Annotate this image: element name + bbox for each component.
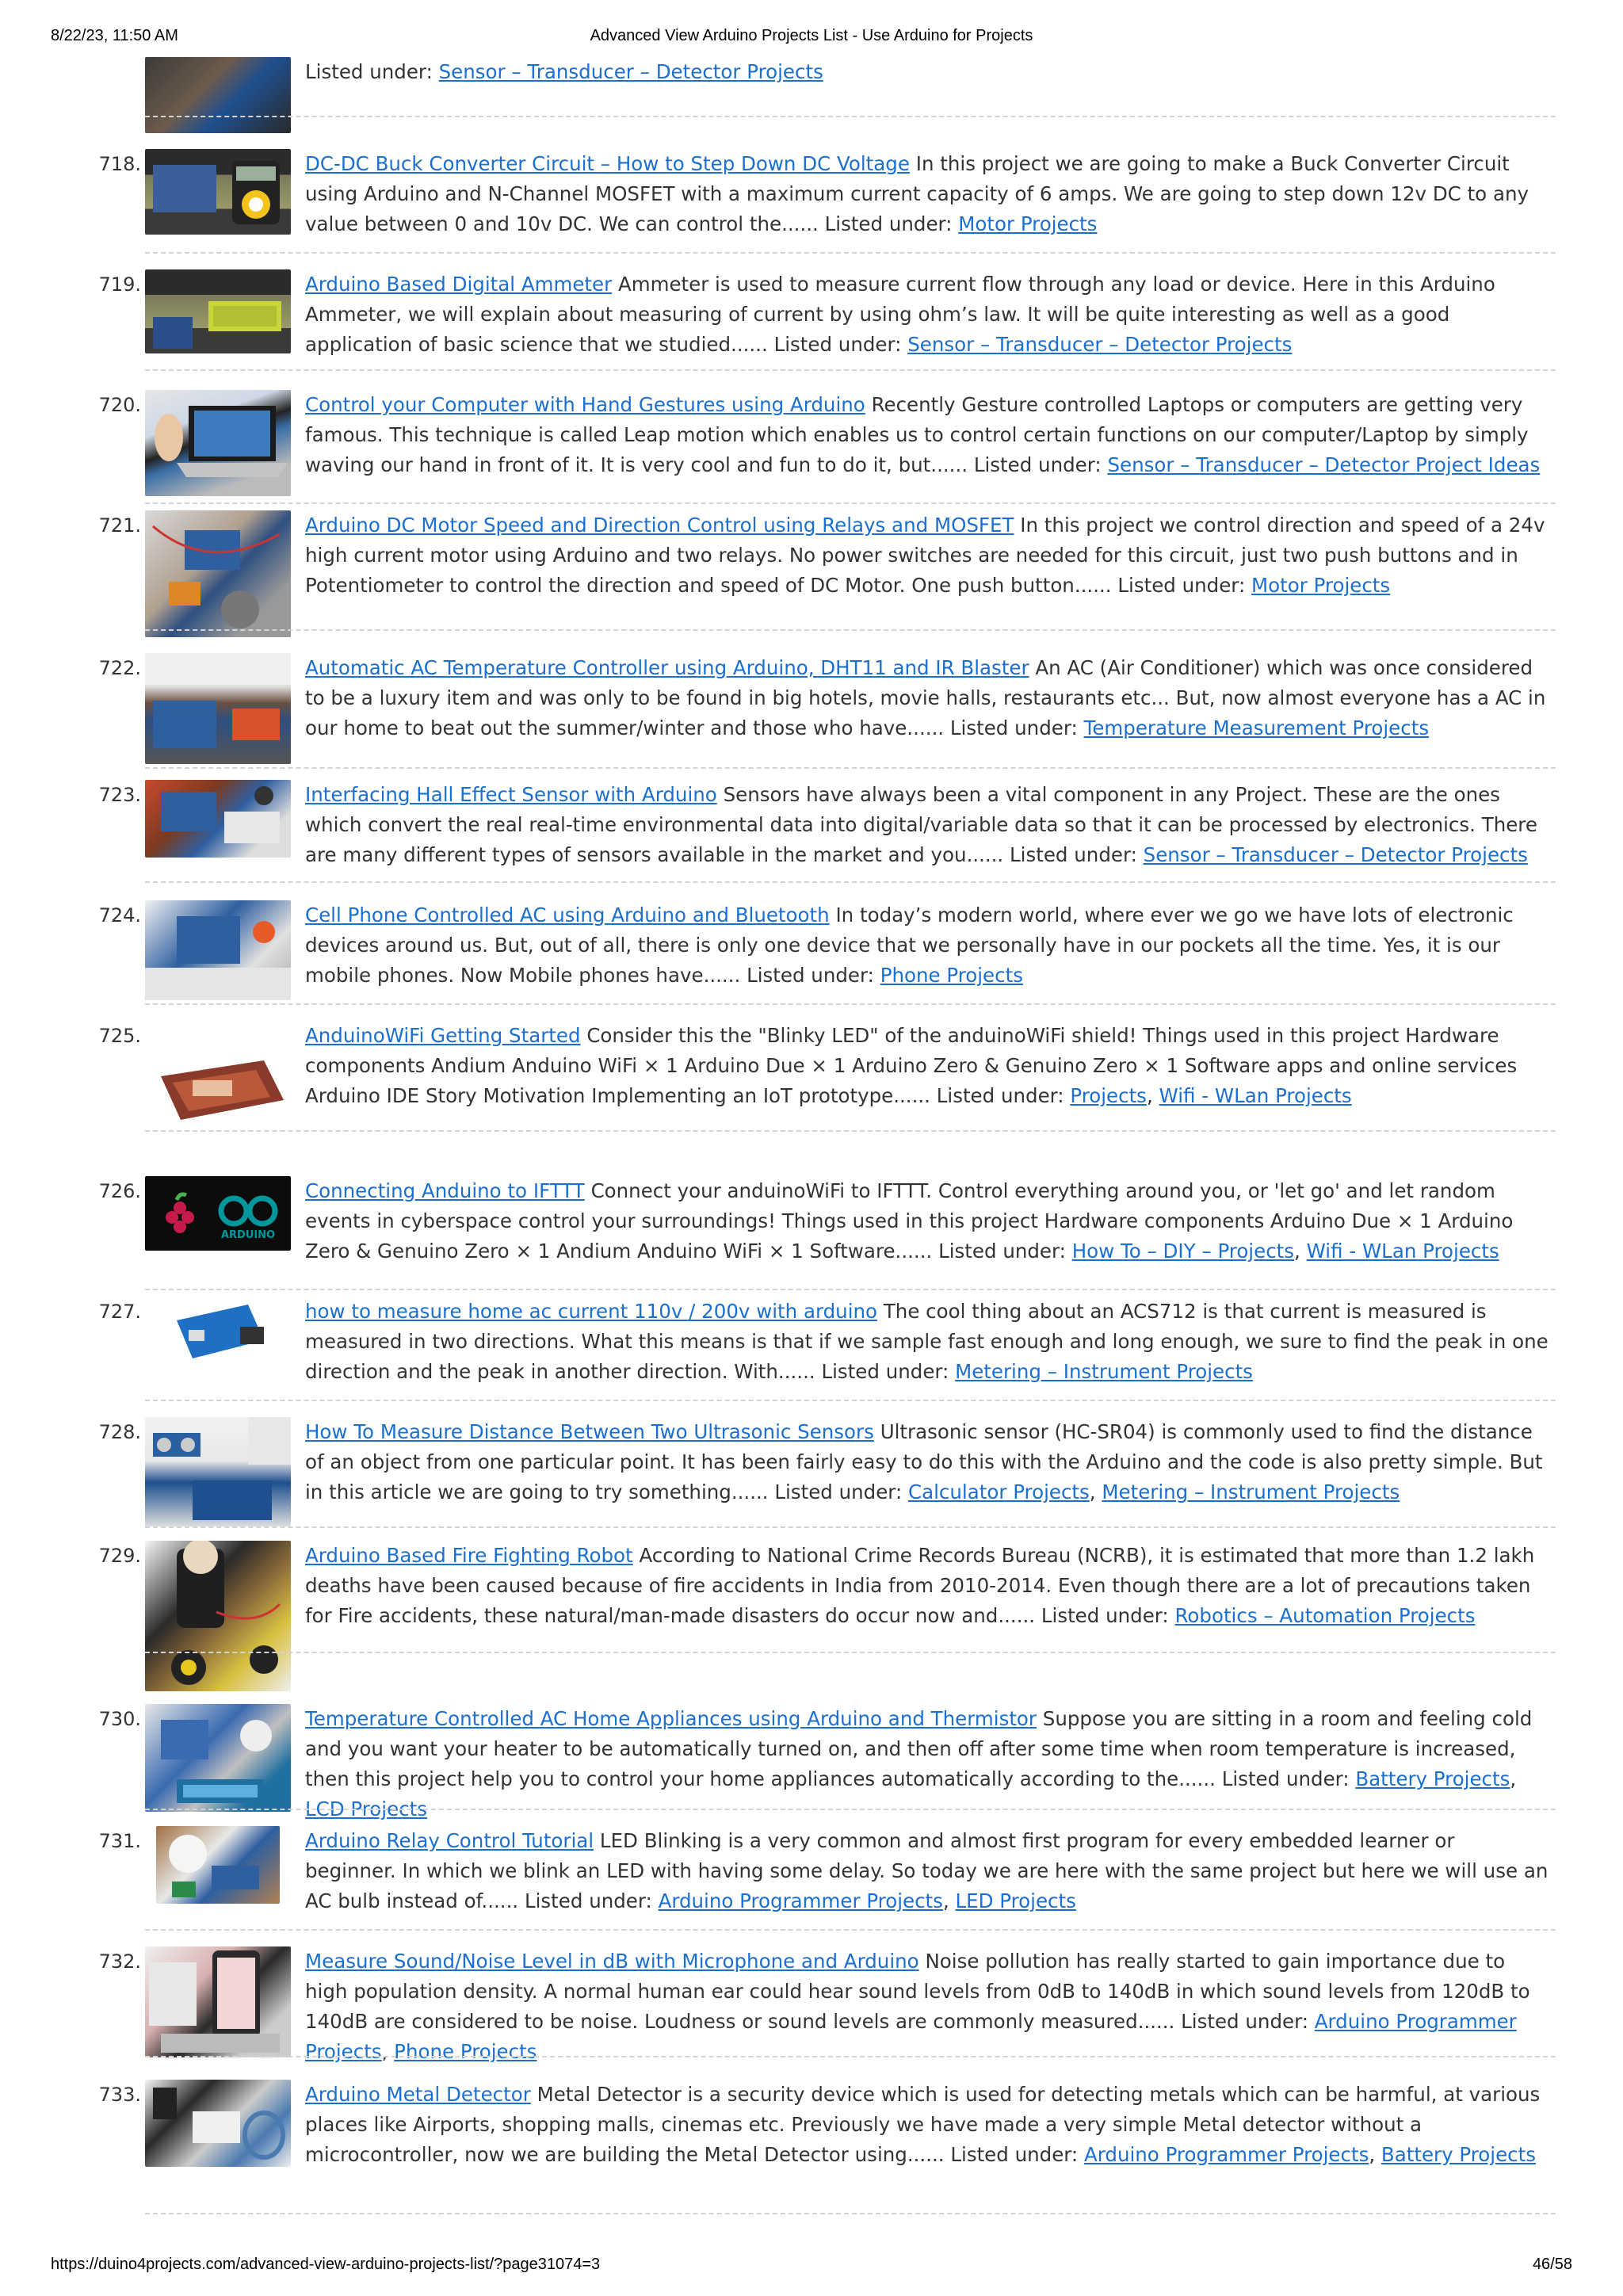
project-description: Suppose you are sitting in a room and feeling cold and you want your heater to be automatically turned on, and then off after some time when room temperature is increased, then this project help you to control your home appliances automatically according to the...... <box>305 1707 1533 1790</box>
category-link[interactable]: Sensor – Transducer – Detector Projects <box>438 60 823 83</box>
project-title-link[interactable]: Cell Phone Controlled AC using Arduino and Bluetooth <box>305 904 830 926</box>
project-thumbnail[interactable] <box>145 149 291 235</box>
project-description: LED Blinking is a very common and almost first program for every embedded learner or beginner. In which we blink an LED with having some delay. So today we are here with the same project but here we will use an AC bulb instead of...... <box>305 1829 1549 1912</box>
project-title-link[interactable]: Automatic AC Temperature Controller using Arduino, DHT11 and IR Blaster <box>305 656 1029 679</box>
item-number: 722. <box>98 657 141 679</box>
project-thumbnail[interactable] <box>145 1045 291 1132</box>
item-body <box>305 390 1549 480</box>
item-number: 720. <box>98 394 141 416</box>
item-body <box>305 510 1549 601</box>
category-link[interactable]: Metering – Instrument Projects <box>955 1360 1253 1383</box>
item-body: How To Measure Distance Between Two Ultrasonic Sensors Ultrasonic sensor (HC-SR04) is commonly used to find the distance of an object from one particular point. It has been fairly easy to do this with the Arduino and the code is also pretty simple. But in this article we are going to try something...... Listed under: Calculator Projects, Metering – Instrument Projects <box>305 1420 1543 1503</box>
item-divider <box>145 502 1556 504</box>
print-page-title: Advanced View Arduino Projects List - Use Arduino for Projects <box>590 27 1033 44</box>
item-number: 731. <box>98 1830 141 1852</box>
listed-under-label: Listed under: <box>1181 2010 1308 2033</box>
category-link[interactable]: Arduino Programmer Projects <box>305 2010 1517 2063</box>
item-divider <box>145 2213 1556 2214</box>
category-link[interactable]: Temperature Measurement Projects <box>1083 716 1430 739</box>
project-thumbnail[interactable] <box>145 510 291 637</box>
item-number: 719. <box>98 273 141 296</box>
item-number: 732. <box>98 1950 141 1973</box>
category-link[interactable]: Sensor – Transducer – Detector Projects <box>1143 843 1528 866</box>
project-thumbnail[interactable] <box>145 1541 291 1691</box>
item-number: 733. <box>98 2084 141 2106</box>
listed-under-label: Listed under: <box>936 1084 1064 1107</box>
project-thumbnail[interactable] <box>145 1704 291 1812</box>
category-link[interactable]: Arduino Programmer Projects <box>658 1889 943 1912</box>
print-url: https://duino4projects.com/advanced-view-arduino-projects-list/?page31074=3 <box>51 2256 601 2273</box>
item-body <box>305 780 1549 870</box>
project-title-link[interactable]: Arduino Based Digital Ammeter <box>305 273 613 296</box>
project-title-link[interactable]: Arduino Relay Control Tutorial <box>305 1829 594 1852</box>
project-description: Recently Gesture controlled Laptops or computers are getting very famous. This technique is called Leap motion which enables us to control certain functions on our computer/Laptop by simply waving our hand in front of it. It is very cool and fun to do it, but...... <box>305 393 1529 476</box>
item-body <box>305 1297 1549 1387</box>
project-description: Ultrasonic sensor (HC-SR04) is commonly used to find the distance of an object from one particular point. It has been fairly easy to do this with the Arduino and the code is also pretty simple. But in this article we are going to try something...... <box>305 1420 1543 1503</box>
item-number: 724. <box>98 904 141 926</box>
listed-under-label: Listed under: <box>305 60 433 83</box>
item-divider <box>145 1130 1556 1132</box>
item-body: Temperature Controlled AC Home Appliances using Arduino and Thermistor Suppose you are sitting in a room and feeling cold and you want your heater to be automatically turned on, and then off after some time when room temperature is increased, then this project help you to control your home appliances automatically according to the...... Listed under: Battery Projects, LCD Projects <box>305 1707 1533 1820</box>
project-title-link[interactable]: how to measure home ac current 110v / 200v with arduino <box>305 1300 878 1323</box>
print-header <box>0 27 1623 51</box>
project-thumbnail[interactable] <box>145 1417 291 1526</box>
item-body: Arduino Relay Control Tutorial LED Blinking is a very common and almost first program for every embedded learner or beginner. In which we blink an LED with having some delay. So today we are here with the same project but here we will use an AC bulb instead of...... Listed under: Arduino Programmer Projects, LED Projects <box>305 1829 1549 1912</box>
item-body: Connecting Anduino to IFTTT Connect your anduinoWiFi to IFTTT. Control everything around you, or 'let go' and let random events in cyberspace control your surroundings! Things used in this project Hardware components Arduino Due × 1 Arduino Zero & Genuino Zero × 1 Andium Anduino WiFi × 1 Software...... Listed under: How To – DIY – Projects, Wifi - WLan Projects <box>305 1179 1514 1263</box>
listed-under-label: Listed under: <box>950 2143 1079 2166</box>
category-link[interactable]: Battery Projects <box>1355 1767 1510 1790</box>
project-description: The cool thing about an ACS712 is that current is measured is measured in two directions. What this means is that if we sample fast enough and long enough, we sure to find the peak in one direction and the peak in another direction. With...... <box>305 1300 1549 1383</box>
item-body <box>305 149 1549 239</box>
listed-under-label: Listed under: <box>949 716 1078 739</box>
listed-under-label: Listed under: <box>773 333 902 356</box>
project-thumbnail[interactable] <box>145 1946 291 2057</box>
project-description: In this project we control direction and speed of a 24v high current motor using Arduino and two relays. No power switches are needed for this circuit, just two push buttons and in Potentiometer to control the direction and speed of DC Motor. One push button...... <box>305 514 1545 597</box>
project-title-link[interactable]: Interfacing Hall Effect Sensor with Arduino <box>305 783 717 806</box>
project-thumbnail[interactable] <box>145 57 291 133</box>
item-body <box>305 57 1549 87</box>
category-link[interactable]: LED Projects <box>955 1889 1076 1912</box>
item-number: 729. <box>98 1545 141 1567</box>
project-thumbnail[interactable] <box>145 653 291 764</box>
listed-under-label: Listed under: <box>774 1480 903 1503</box>
item-number: 725. <box>98 1025 141 1047</box>
project-title-link[interactable]: DC-DC Buck Converter Circuit – How to Step Down DC Voltage <box>305 152 910 175</box>
item-divider <box>145 1929 1556 1931</box>
item-number: 728. <box>98 1421 141 1443</box>
project-title-link[interactable]: Temperature Controlled AC Home Appliances using Arduino and Thermistor <box>305 1707 1037 1730</box>
item-divider <box>145 1809 1556 1810</box>
category-link[interactable]: Phone Projects <box>880 964 1023 987</box>
item-divider <box>145 116 1556 117</box>
project-description: In this project we are going to make a Buck Converter Circuit using Arduino and N-Channel MOSFET with a maximum current capacity of 6 amps. We are going to step down 12v DC to any value between 0 and 10v DC. We can control the...... <box>305 152 1529 235</box>
item-body <box>305 1541 1549 1631</box>
project-title-link[interactable]: Arduino DC Motor Speed and Direction Control using Relays and MOSFET <box>305 514 1014 537</box>
category-link[interactable]: Metering – Instrument Projects <box>1102 1480 1400 1503</box>
project-title-link[interactable]: Arduino Metal Detector <box>305 2083 531 2106</box>
item-body: AnduinoWiFi Getting Started Consider this the "Blinky LED" of the anduinoWiFi shield! Things used in this project Hardware components Andium Anduino WiFi × 1 Arduino Due × 1 Arduino Zero & Genuino Zero × 1 Software apps and online services Arduino IDE Story Motivation Implementing an IoT prototype...... Listed under: Projects, Wifi - WLan Projects <box>305 1024 1518 1107</box>
category-link[interactable]: Wifi - WLan Projects <box>1159 1084 1352 1107</box>
listed-under-label: Listed under: <box>1010 843 1137 866</box>
category-link[interactable]: Robotics – Automation Projects <box>1174 1604 1476 1627</box>
listed-under-label: Listed under: <box>821 1360 949 1383</box>
item-divider <box>145 1289 1556 1290</box>
item-body <box>305 269 1549 360</box>
project-description: Sensors have always been a vital component in any Project. These are the ones which convert the real real-time environmental data into digital/variable data so that it can be processed by electronics. There are many different types of sensors available in the market and you...... <box>305 783 1537 866</box>
category-link[interactable]: Sensor – Transducer – Detector Project Ideas <box>1107 453 1541 476</box>
project-thumbnail[interactable] <box>145 1176 291 1251</box>
item-body <box>305 653 1549 743</box>
item-number: 718. <box>98 153 141 175</box>
print-datetime: 8/22/23, 11:50 AM <box>51 27 178 44</box>
category-link[interactable]: Arduino Programmer Projects <box>1083 2143 1369 2166</box>
print-page-number: 46/58 <box>1532 2256 1572 2273</box>
item-body: Measure Sound/Noise Level in dB with Microphone and Arduino Noise pollution has really started to gain importance due to high population density. A normal human ear could hear sound levels from 0dB to 140dB in which sound levels from 120dB to 140dB are considered to be noise. Loudness or sound levels are commonly measured...... Listed under: Arduino Programmer Projects, Phone Projects <box>305 1950 1530 2063</box>
project-title-link[interactable]: Arduino Based Fire Fighting Robot <box>305 1544 633 1567</box>
category-link[interactable]: LCD Projects <box>305 1797 427 1820</box>
project-thumbnail[interactable] <box>145 2080 291 2167</box>
project-thumbnail[interactable] <box>145 1297 291 1373</box>
listed-under-label: Listed under: <box>938 1240 1066 1263</box>
item-divider <box>145 369 1556 371</box>
item-divider <box>145 881 1556 883</box>
project-description: Consider this the "Blinky LED" of the anduinoWiFi shield! Things used in this project Hardware components Andium Anduino WiFi × 1 Arduino Due × 1 Arduino Zero & Genuino Zero × 1 Software apps and online services Arduino IDE Story Motivation Implementing an IoT prototype...... <box>305 1024 1518 1107</box>
listed-under-label: Listed under: <box>747 964 874 987</box>
category-link[interactable]: Projects <box>1070 1084 1147 1107</box>
category-link[interactable]: Motor Projects <box>1251 574 1391 597</box>
item-body: Arduino Metal Detector Metal Detector is a security device which is used for detecting metals which can be harmful, at various places like Airports, shopping malls, cinemas etc. Previously we have made a very simple Metal detector without a microcontroller, now we are building the Metal Detector using...... Listed under: Arduino Programmer Projects, Battery Projects <box>305 2083 1541 2166</box>
listed-under-label: Listed under: <box>524 1889 652 1912</box>
category-link[interactable]: How To – DIY – Projects <box>1071 1240 1295 1263</box>
project-description: Ammeter is used to measure current flow through any load or device. Here in this Arduino Ammeter, we will explain about measuring of current by using ohm’s law. It will be quite interesting as well as a good application of basic science that we studied...... <box>305 273 1495 356</box>
arduino-logo-text: ARDUINO <box>220 1229 276 1241</box>
category-link[interactable]: Phone Projects <box>394 2040 537 2063</box>
listed-under-label: Listed under: <box>1117 574 1246 597</box>
project-thumbnail[interactable] <box>145 390 291 496</box>
item-divider <box>145 1003 1556 1005</box>
listed-under-label: Listed under: <box>1221 1767 1350 1790</box>
item-number: 721. <box>98 514 141 537</box>
listed-under-label: Listed under: <box>824 212 953 235</box>
item-divider <box>145 2056 1556 2057</box>
item-divider <box>145 1526 1556 1528</box>
item-number: 730. <box>98 1708 141 1730</box>
item-body <box>305 900 1549 991</box>
project-description: An AC (Air Conditioner) which was once considered to be a luxury item and was only to be found in big hotels, movie halls, restaurants etc... But, now almost everyone has a AC in our home to beat out the summer/winter and those who have...... <box>305 656 1546 739</box>
project-title-link[interactable]: Measure Sound/Noise Level in dB with Microphone and Arduino <box>305 1950 919 1973</box>
category-link[interactable]: Calculator Projects <box>908 1480 1090 1503</box>
listed-under-label: Listed under: <box>1041 1604 1169 1627</box>
item-divider <box>145 252 1556 254</box>
item-divider <box>145 767 1556 769</box>
project-description: According to National Crime Records Bureau (NCRB), it is estimated that more than 1.2 lakh deaths have been caused because of fire accidents in India from 2010-2014. Even though there are a lot of precautions taken for Fire accidents, these natural/man-made disasters do occur now and...... <box>305 1544 1535 1627</box>
item-number: 727. <box>98 1301 141 1323</box>
item-divider <box>145 629 1556 631</box>
project-description: Noise pollution has really started to gain importance due to high population density. A normal human ear could hear sound levels from 0dB to 140dB in which sound levels from 120dB to 140dB are considered to be noise. Loudness or sound levels are commonly measured...... <box>305 1950 1530 2033</box>
project-description: Connect your anduinoWiFi to IFTTT. Control everything around you, or 'let go' and let random events in cyberspace control your surroundings! Things used in this project Hardware components Arduino Due × 1 Arduino Zero & Genuino Zero × 1 Andium Anduino WiFi × 1 Software...... <box>305 1179 1514 1263</box>
project-title-link[interactable]: Connecting Anduino to IFTTT <box>305 1179 585 1202</box>
category-link[interactable]: Motor Projects <box>958 212 1098 235</box>
category-link[interactable]: Battery Projects <box>1381 2143 1536 2166</box>
project-thumbnail[interactable] <box>156 1826 280 1904</box>
print-footer <box>0 2256 1623 2279</box>
item-divider <box>145 1652 1556 1653</box>
project-thumbnail[interactable] <box>145 900 291 1000</box>
project-description: Metal Detector is a security device which is used for detecting metals which can be harmful, at various places like Airports, shopping malls, cinemas etc. Previously we have made a very simple Metal detector without a microcontroller, now we are building the Metal Detector using...... <box>305 2083 1541 2166</box>
category-link[interactable]: Sensor – Transducer – Detector Projects <box>907 333 1293 356</box>
project-title-link[interactable]: Control your Computer with Hand Gestures using Arduino <box>305 393 865 416</box>
project-title-link[interactable]: AnduinoWiFi Getting Started <box>305 1024 581 1047</box>
project-thumbnail[interactable] <box>145 780 291 858</box>
item-number: 723. <box>98 784 141 806</box>
category-link[interactable]: Wifi - WLan Projects <box>1306 1240 1499 1263</box>
project-description: In today’s modern world, where ever we go we have lots of electronic devices around us. But, out of all, there is only one device that we personally have in our pockets all the time. Yes, it is our mobile phones. Now Mobile phones have...... <box>305 904 1514 987</box>
listed-under-label: Listed under: <box>973 453 1102 476</box>
project-title-link[interactable]: How To Measure Distance Between Two Ultrasonic Sensors <box>305 1420 874 1443</box>
project-thumbnail[interactable] <box>145 269 291 353</box>
item-number: 726. <box>98 1180 141 1202</box>
item-divider <box>145 1400 1556 1401</box>
